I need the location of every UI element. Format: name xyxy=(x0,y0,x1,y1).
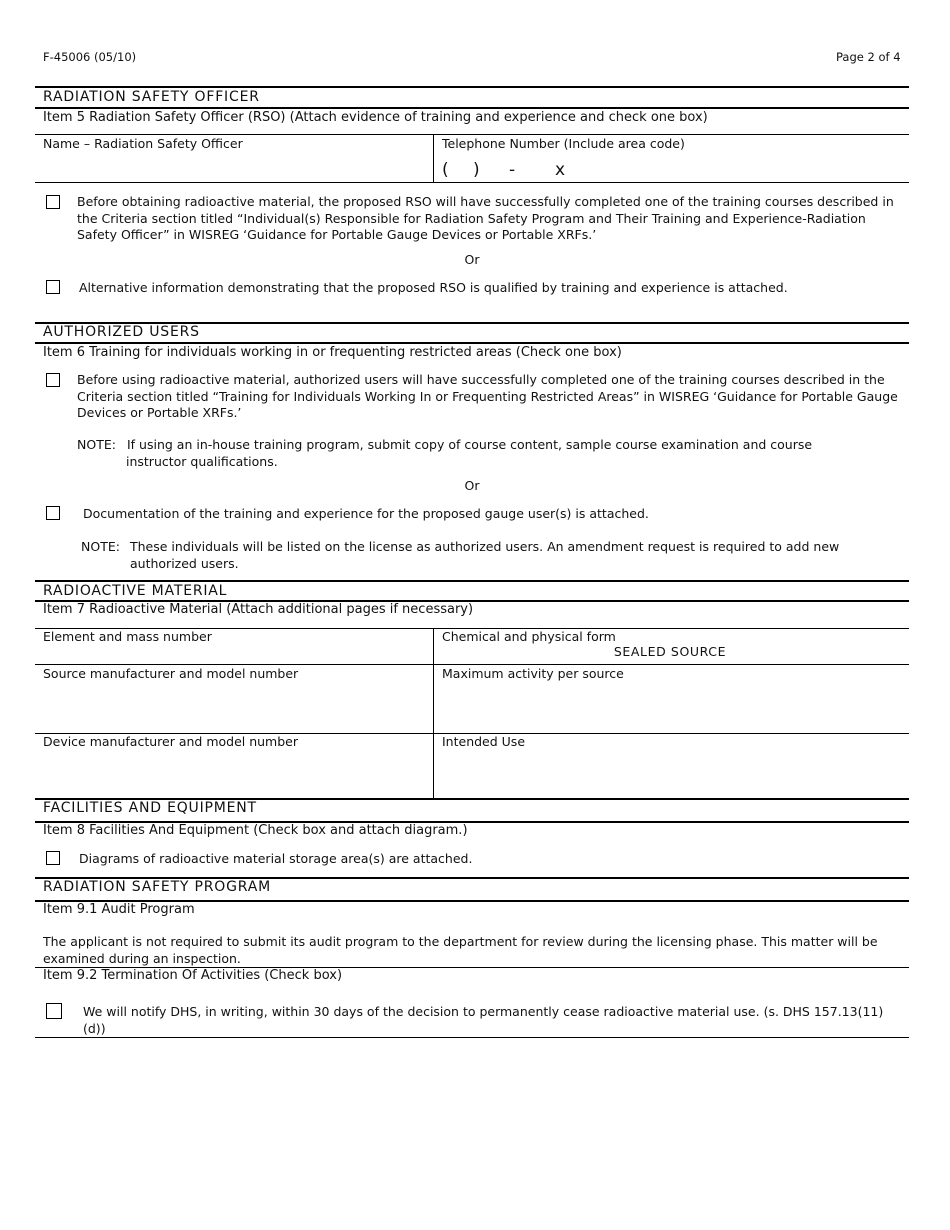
element-input[interactable] xyxy=(43,646,423,662)
audit-text: The applicant is not required to submit its audit program to the department for review during the licensing phase. This matter will be examined during an inspection. xyxy=(43,934,878,966)
item91-title: Item 9.1 Audit Program xyxy=(43,902,195,917)
users-note1-label: NOTE: xyxy=(77,437,116,452)
material-section-title: RADIOACTIVE MATERIAL xyxy=(43,583,228,599)
termination-text: We will notify DHS, in writing, within 30 days of the decision to permanently cease radioactive material use. (s. DHS 157.13(11)(d)) xyxy=(83,1004,884,1036)
facilities-option-text: Diagrams of radioactive material storage area(s) are attached. xyxy=(79,851,473,866)
row-divider xyxy=(35,134,909,135)
column-divider xyxy=(433,134,434,182)
phone-close-paren: ) xyxy=(473,160,480,180)
users-section-title: AUTHORIZED USERS xyxy=(43,324,200,340)
chemical-value: SEALED SOURCE xyxy=(613,644,727,659)
intended-use-input[interactable] xyxy=(442,754,902,794)
phone-open-paren: ( xyxy=(442,160,449,180)
section-divider xyxy=(35,342,909,344)
users-option2-text: Documentation of the training and experience for the proposed gauge user(s) is attached. xyxy=(83,506,649,521)
rso-name-label: Name – Radiation Safety Officer xyxy=(43,136,243,151)
users-note1-text: If using an in-house training program, submit copy of course content, sample course examination and course instructor qualifications. xyxy=(126,437,813,469)
bottom-divider xyxy=(35,1037,909,1038)
termination-checkbox[interactable] xyxy=(46,1003,62,1019)
row-divider xyxy=(35,664,909,665)
rso-or-label: Or xyxy=(464,252,480,267)
users-or-label: Or xyxy=(464,478,480,493)
section-divider xyxy=(35,86,909,88)
rso-option2-text: Alternative information demonstrating that the proposed RSO is qualified by training and experience is attached. xyxy=(79,280,788,295)
page-label: Page 2 of 4 xyxy=(836,50,901,64)
facilities-section-title: FACILITIES AND EQUIPMENT xyxy=(43,800,257,816)
rso-option1-checkbox[interactable] xyxy=(46,195,60,209)
column-divider xyxy=(433,628,434,798)
item6-title: Item 6 Training for individuals working in or frequenting restricted areas (Check one box) xyxy=(43,345,622,360)
rso-section-title: RADIATION SAFETY OFFICER xyxy=(43,89,260,105)
users-note2-label: NOTE: xyxy=(81,539,120,554)
phone-ext: x xyxy=(555,160,566,180)
form-number: F-45006 (05/10) xyxy=(43,50,137,64)
program-section-title: RADIATION SAFETY PROGRAM xyxy=(43,879,271,895)
max-activity-input[interactable] xyxy=(442,686,902,726)
item92-title: Item 9.2 Termination Of Activities (Check box) xyxy=(43,968,343,983)
item5-title: Item 5 Radiation Safety Officer (RSO) (Attach evidence of training and experience and check one box) xyxy=(43,110,708,125)
row-divider xyxy=(35,182,909,183)
users-note2-text: These individuals will be listed on the license as authorized users. An amendment request is required to add new authorized users. xyxy=(130,539,840,571)
max-activity-label: Maximum activity per source xyxy=(442,666,624,681)
item7-title: Item 7 Radioactive Material (Attach additional pages if necessary) xyxy=(43,602,474,617)
section-divider xyxy=(35,580,909,582)
users-option1-checkbox[interactable] xyxy=(46,373,60,387)
rso-option1-text: Before obtaining radioactive material, the proposed RSO will have successfully completed one of the training courses described in the Criteria section titled “Individual(s) Responsible for Radiation Safety Program and Their Training and Experience-Radiation Safety Officer” in WISREG ‘Guidance for Portable Gauge Devices or Portable XRFs.’ xyxy=(77,194,894,242)
rso-option2-checkbox[interactable] xyxy=(46,280,60,294)
intended-use-label: Intended Use xyxy=(442,734,526,749)
rso-name-input[interactable] xyxy=(43,156,423,178)
device-input[interactable] xyxy=(43,754,423,794)
phone-dash: - xyxy=(509,160,516,180)
source-label: Source manufacturer and model number xyxy=(43,666,299,681)
chemical-label: Chemical and physical form xyxy=(442,629,616,644)
users-option2-checkbox[interactable] xyxy=(46,506,60,520)
facilities-checkbox[interactable] xyxy=(46,851,60,865)
item8-title: Item 8 Facilities And Equipment (Check box and attach diagram.) xyxy=(43,823,468,838)
element-label: Element and mass number xyxy=(43,629,212,644)
rso-phone-label: Telephone Number (Include area code) xyxy=(442,136,685,151)
source-input[interactable] xyxy=(43,686,423,726)
device-label: Device manufacturer and model number xyxy=(43,734,298,749)
section-divider xyxy=(35,107,909,109)
users-option1-text: Before using radioactive material, authorized users will have successfully completed one of the training courses described in the Criteria section titled “Training for Individuals Working In or Frequenting Restricted Areas” in WISREG ‘Guidance for Portable Gauge Devices or Portable XRFs.’ xyxy=(77,372,898,420)
